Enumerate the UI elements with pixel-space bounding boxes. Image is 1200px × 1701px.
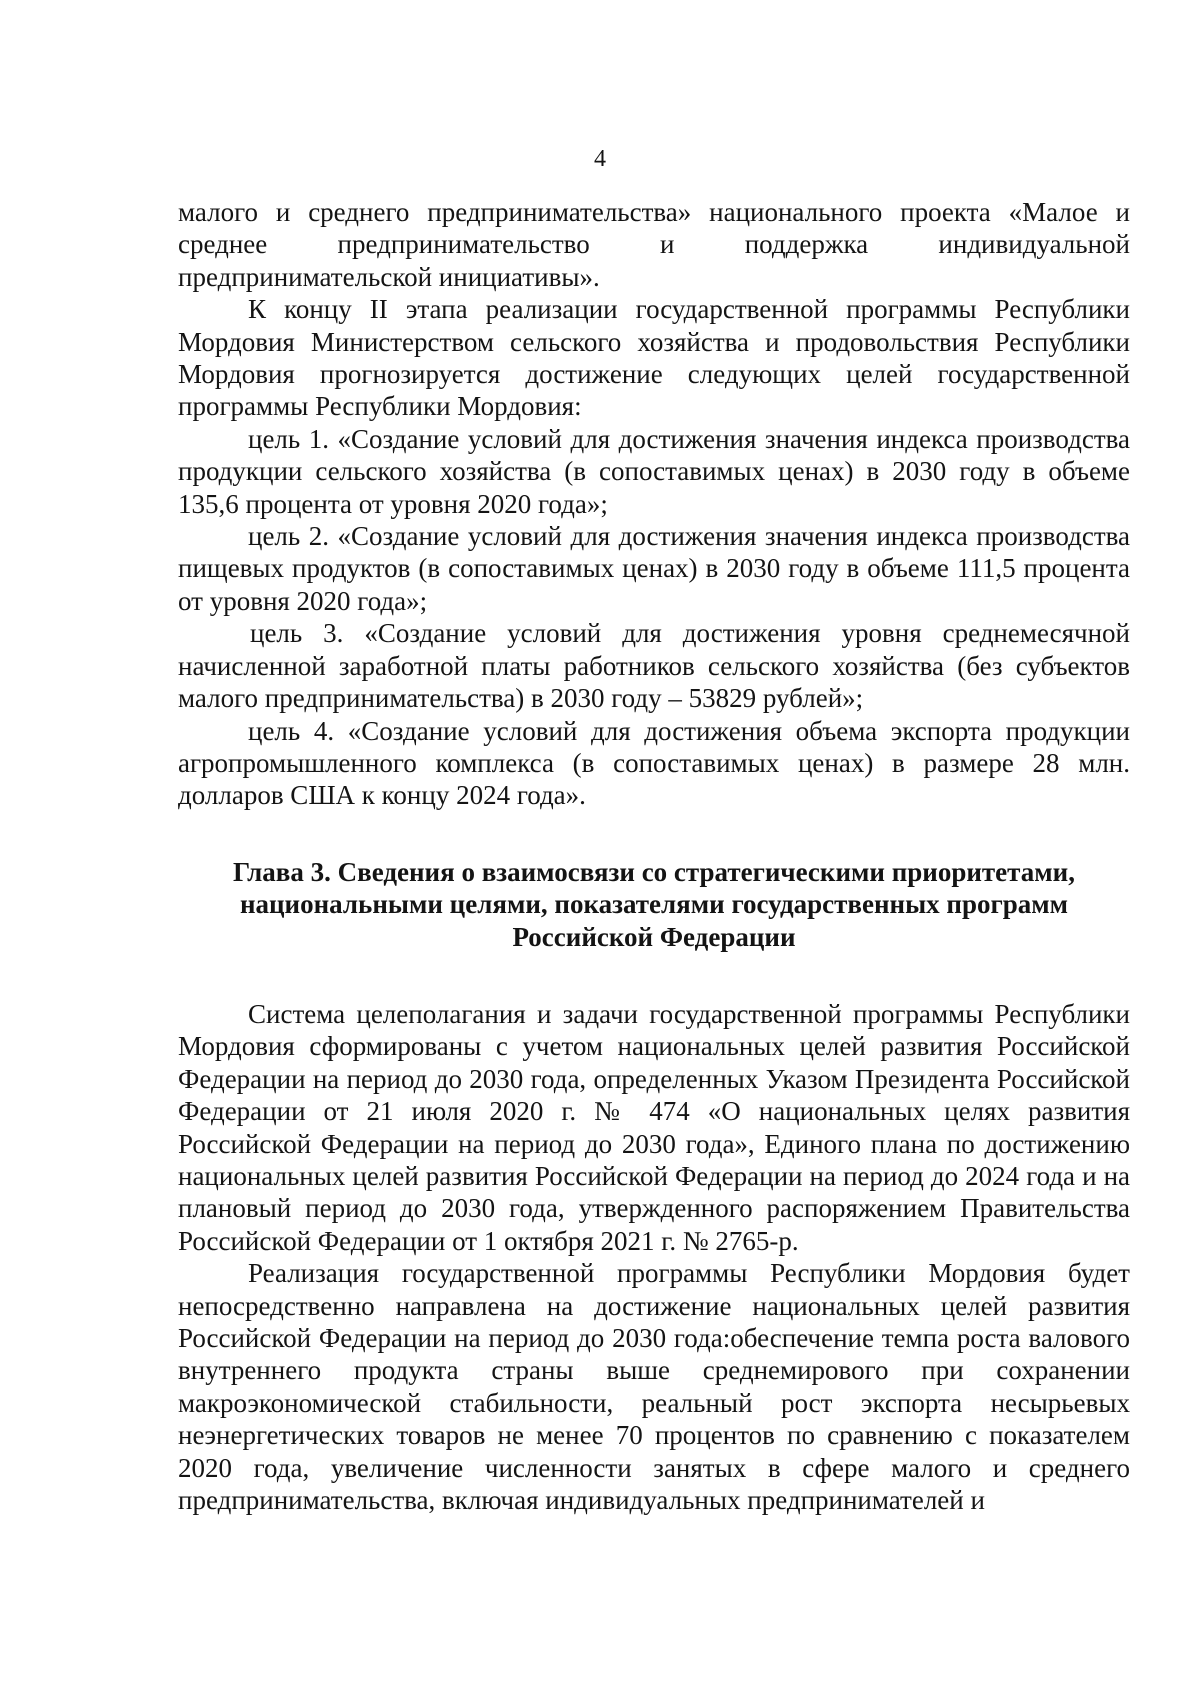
chapter-title-line: национальными целями, показателями государственных программ — [239, 889, 1069, 920]
paragraph-goal-system: Система целеполагания и задачи государственной программы Республики Мордовия сформированы с учетом национальных целей развития Российской Федерации на период до 2030 года, определенных Указом Президента Российской Федерации от 21 июля 2020 г. № 474 «О национальных целях развития Российской Федерации на период до 2030 года», Единого плана по достижению национальных целей развития Российской Федерации на период до 2024 года и на плановый период до 2030 года, утвержденного распоряжением Правительства Российской Федерации от 1 октября 2021 г. № 2765-р. — [178, 998, 1130, 1256]
document-body — [178, 196, 1130, 1516]
paragraph-stage-forecast: К концу II этапа реализации государственной программы Республики Мордовия Министерством сельского хозяйства и продовольствия Республики Мордовия прогнозируется достижение следующих целей государственной программы Республики Мордовия: — [178, 294, 1130, 422]
chapter-title-line: Российской Федерации — [512, 921, 796, 952]
paragraph-goal-1: цель 1. «Создание условий для достижения значения индекса производства продукции сельского хозяйства (в сопоставимых ценах) в 2030 году в объеме 135,6 процента от уровня 2020 года»; — [178, 423, 1130, 519]
paragraph-goal-2: цель 2. «Создание условий для достижения значения индекса производства пищевых продуктов (в сопоставимых ценах) в 2030 году в объеме 111,5 процента от уровня 2020 года»; — [178, 521, 1130, 616]
paragraph-program-implementation: Реализация государственной программы Республики Мордовия будет непосредственно направлена на достижение национальных целей развития Российской Федерации на период до 2030 года:обеспечение темпа роста валового внутреннего продукта страны выше среднемирового при сохранении макроэкономической стабильности, реальный рост экспорта несырьевых неэнергетических товаров не менее 70 процентов по сравнению с показателем 2020 года, увеличение численности занятых в сфере малого и среднего предпринимательства, включая индивидуальных предпринимателей и — [178, 1258, 1130, 1516]
chapter-title — [178, 856, 1130, 953]
paragraph-goal-3: цель 3. «Создание условий для достижения уровня среднемесячной начисленной заработной платы работников сельского хозяйства (без субъектов малого предпринимательства) в 2030 году – 53829 рублей»; — [178, 618, 1130, 714]
page-number: 4 — [594, 146, 606, 172]
paragraph-continuation: малого и среднего предпринимательства» национального проекта «Малое и среднее предпринимательство и поддержка индивидуальной предпринимательской инициативы». — [178, 197, 1130, 292]
paragraph-goal-4: цель 4. «Создание условий для достижения объема экспорта продукции агропромышленного комплекса (в сопоставимых ценах) в размере 28 млн. долларов США к концу 2024 года». — [178, 715, 1130, 811]
chapter-title-line: Глава 3. Сведения о взаимосвязи со стратегическими приоритетами, — [233, 856, 1075, 887]
